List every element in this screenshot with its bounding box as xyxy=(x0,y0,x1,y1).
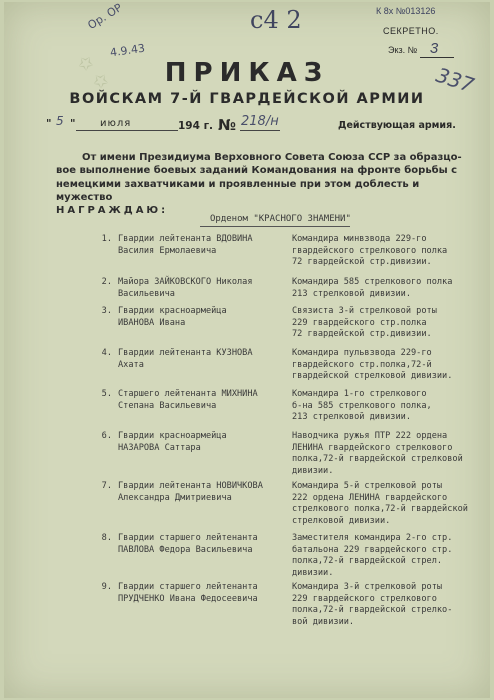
archive-watermark: ✩ ✩ xyxy=(73,50,113,94)
copy-label: Экз. № xyxy=(388,45,418,55)
recipient: Гвардии лейтенанта ВДОВИНА Василия Ермолаевича xyxy=(118,234,253,256)
handwritten-mark: с4 2 xyxy=(250,6,302,34)
preamble xyxy=(56,151,476,217)
row-number: 9. xyxy=(101,582,112,592)
handwritten-note: Ор. ОР xyxy=(85,0,125,33)
order-name-underline xyxy=(200,226,350,227)
army-label: Действующая армия. xyxy=(338,120,456,131)
row-number: 4. xyxy=(101,348,112,358)
copy-number-field xyxy=(388,40,454,58)
row-number: 1. xyxy=(101,234,112,244)
copy-number-line xyxy=(420,40,454,58)
row-number: 5. xyxy=(101,389,112,399)
recipient: Старшего лейтенанта МИХНИНА Степана Васильевича xyxy=(118,389,258,411)
award-heading: НАГРАЖДАЮ: xyxy=(56,205,169,217)
copy-number: 3 xyxy=(429,40,439,57)
row-number: 3. xyxy=(101,306,112,316)
order-number-underline xyxy=(240,130,280,131)
order-name: Орденом "КРАСНОГО ЗНАМЕНИ" xyxy=(210,214,351,224)
recipient: Гвардии старшего лейтенанта ПРУДЧЕНКО Ивана Федосеевича xyxy=(118,582,258,604)
date-line xyxy=(0,114,494,134)
date-quote-close: " xyxy=(70,118,76,130)
order-number-sign: № xyxy=(218,116,237,134)
position: Связиста 3-й стрелковой роты 229 гвардейского стр.полка 72 гвардейской стр.дивизии. xyxy=(292,306,437,339)
row-number: 2. xyxy=(101,277,112,287)
date-year: 194 г. xyxy=(178,120,214,132)
date-day: 5 xyxy=(56,114,64,128)
position: Заместителя командира 2-го стр. батальона 229 гвардейского стр. полка,72-й гвардейской стрел. дивизии. xyxy=(292,533,453,578)
recipient: Майора ЗАЙКОВСКОГО Николая Васильевича xyxy=(118,277,253,299)
recipient: Гвардии лейтенанта КУЗНОВА Ахата xyxy=(118,348,253,370)
archive-mark: К 8х №013126 xyxy=(376,6,436,16)
recipient: Гвардии красноармейца ИВАНОВА Ивана xyxy=(118,306,227,328)
position: Командира минвзвода 229-го гвардейского стрелкового полка 72 гвардейской стр.дивизии. xyxy=(292,234,448,267)
page-subtitle: ВОЙСКАМ 7-Й ГВАРДЕЙСКОЙ АРМИИ xyxy=(69,91,425,107)
position: Командира 585 стрелкового полка 213 стрелковой дивизии. xyxy=(292,277,453,299)
position: Командира 3-й стрелковой роты 229 гвардейского стрелкового полка,72-й гвардейской стрелко- вой дивизии. xyxy=(292,582,453,627)
page-title: ПРИКАЗ xyxy=(164,58,330,88)
row-number: 8. xyxy=(101,533,112,543)
position: Наводчика ружья ПТР 222 ордена ЛЕНИНА гвардейского стрелкового полка,72-й гвардейской стрелковой дивизии. xyxy=(292,431,463,476)
position: Командира 5-й стрелковой роты 222 ордена ЛЕНИНА гвардейского стрелкового полка,72-й гвардейской стрелковой дивизии. xyxy=(292,481,468,526)
handwritten-number: 337 xyxy=(433,62,477,98)
secrecy-label: СЕКРЕТНО. xyxy=(383,26,439,36)
row-number: 7. xyxy=(101,481,112,491)
date-underline xyxy=(76,130,178,131)
recipient: Гвардии лейтенанта НОВИЧКОВА Александра Дмитриевича xyxy=(118,481,263,503)
recipient: Гвардии красноармейца НАЗАРОВА Саттара xyxy=(118,431,227,453)
position: Командира пульвзвода 229-го гвардейского стр.полка,72-й гвардейской стрелковой дивизии. xyxy=(292,348,453,381)
row-number: 6. xyxy=(101,431,112,441)
preamble-line-1: От имени Президиума Верховного Совета Союза ССР за образцо- xyxy=(82,152,462,163)
preamble-line-2: вое выполнение боевых заданий Командования на фронте борьбы с xyxy=(56,165,458,177)
position: Командира 1-го стрелкового б-на 585 стрелкового полка, 213 стрелковой дивизии. xyxy=(292,389,432,422)
handwritten-date: 4.9.43 xyxy=(109,41,146,60)
date-month: июля xyxy=(100,118,132,129)
order-number: 218/н xyxy=(241,114,279,129)
date-quote-open: " xyxy=(46,118,52,130)
recipient: Гвардии старшего лейтенанта ПАВЛОВА Федора Васильевича xyxy=(118,533,258,555)
preamble-line-3: немецкими захватчиками и проявленные при этом доблесть и мужество xyxy=(56,178,420,203)
